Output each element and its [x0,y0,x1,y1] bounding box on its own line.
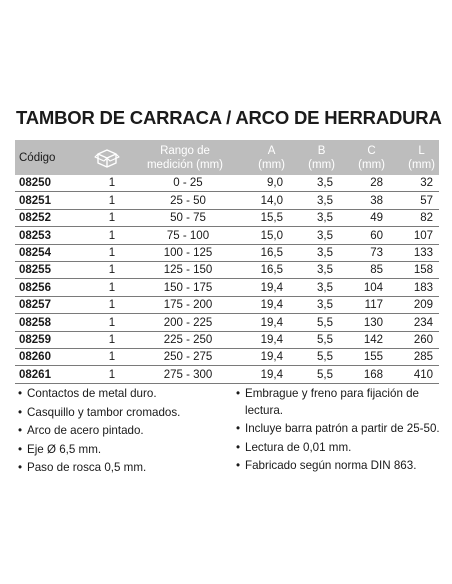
table-header-row [15,140,439,175]
col-header-c-line1: C [367,144,376,157]
cell-l: 260 [389,331,439,348]
cell-a: 19,4 [233,348,289,365]
cell-c: 104 [339,279,389,296]
cell-c: 73 [339,244,389,261]
col-header-b [289,140,339,175]
cell-l: 234 [389,314,439,331]
feature-item: • Paso de rosca 0,5 mm. [18,460,238,477]
cell-c: 155 [339,348,389,365]
cell-code: 08253 [15,227,77,244]
cell-c: 168 [339,366,389,383]
table-row [15,366,439,383]
cell-a: 9,0 [233,175,289,192]
feature-item: • Arco de acero pintado. [18,423,238,440]
feature-item: • Incluye barra patrón a partir de 25-50. [236,421,442,438]
cell-range: 275 - 300 [137,366,233,383]
cell-c: 142 [339,331,389,348]
cell-a: 19,4 [233,314,289,331]
cell-c: 38 [339,192,389,209]
cell-a: 15,0 [233,227,289,244]
table-row [15,192,439,209]
cell-code: 08256 [15,279,77,296]
cell-range: 200 - 225 [137,314,233,331]
cell-b: 3,5 [289,209,339,226]
cell-c: 130 [339,314,389,331]
col-header-range-line2: medición (mm) [146,158,224,171]
cell-l: 209 [389,296,439,313]
table-row [15,348,439,365]
cell-l: 133 [389,244,439,261]
col-header-b-line1: B [317,144,326,157]
col-header-c [339,140,389,175]
features-list-left [18,386,238,479]
table-body [15,175,439,383]
cell-b: 5,5 [289,366,339,383]
cell-c: 117 [339,296,389,313]
feature-item: • Embrague y freno para fijación de lectura. [236,386,442,419]
cell-qty: 1 [77,296,137,313]
table-row [15,314,439,331]
cell-range: 100 - 125 [137,244,233,261]
cell-qty: 1 [77,227,137,244]
col-header-l-line2: (mm) [408,158,435,171]
cell-a: 19,4 [233,296,289,313]
col-header-a [233,140,289,175]
cell-qty: 1 [77,314,137,331]
table-row [15,279,439,296]
cell-a: 19,4 [233,366,289,383]
cell-range: 150 - 175 [137,279,233,296]
cell-l: 285 [389,348,439,365]
cell-code: 08251 [15,192,77,209]
cell-b: 5,5 [289,314,339,331]
cell-b: 3,5 [289,279,339,296]
feature-item: • Fabricado según norma DIN 863. [236,458,442,475]
cell-c: 49 [339,209,389,226]
col-header-range-line1: Rango de [160,144,210,157]
cell-qty: 1 [77,244,137,261]
cell-b: 3,5 [289,261,339,278]
page-title: TAMBOR DE CARRACA / ARCO DE HERRADURA [16,107,442,128]
table-row [15,227,439,244]
cell-l: 158 [389,261,439,278]
col-header-l-line1: L [418,144,425,157]
cell-range: 250 - 275 [137,348,233,365]
cell-range: 25 - 50 [137,192,233,209]
feature-item: • Contactos de metal duro. [18,386,238,403]
cell-range: 225 - 250 [137,331,233,348]
feature-item: • Eje Ø 6,5 mm. [18,442,238,459]
cell-a: 19,4 [233,331,289,348]
cell-code: 08258 [15,314,77,331]
cell-l: 57 [389,192,439,209]
cell-qty: 1 [77,366,137,383]
table-row [15,331,439,348]
cell-l: 32 [389,175,439,192]
cell-b: 3,5 [289,192,339,209]
col-header-l [389,140,439,175]
cell-c: 85 [339,261,389,278]
table-row [15,261,439,278]
cell-code: 08261 [15,366,77,383]
table-row [15,296,439,313]
cell-a: 19,4 [233,279,289,296]
cell-qty: 1 [77,209,137,226]
col-header-a-line2: (mm) [258,158,285,171]
cell-qty: 1 [77,175,137,192]
cell-qty: 1 [77,192,137,209]
cell-code: 08257 [15,296,77,313]
cell-code: 08254 [15,244,77,261]
cell-a: 15,5 [233,209,289,226]
features-list-right [236,386,442,477]
cell-range: 175 - 200 [137,296,233,313]
cell-code: 08259 [15,331,77,348]
cell-qty: 1 [77,331,137,348]
cell-a: 16,5 [233,244,289,261]
cell-b: 3,5 [289,175,339,192]
cell-range: 0 - 25 [137,175,233,192]
col-header-pack [77,140,137,175]
col-header-c-line2: (mm) [358,158,385,171]
cell-a: 14,0 [233,192,289,209]
col-header-b-line2: (mm) [308,158,335,171]
cell-l: 82 [389,209,439,226]
cell-qty: 1 [77,261,137,278]
col-header-code: Código [15,140,77,175]
cell-b: 3,5 [289,296,339,313]
cell-code: 08252 [15,209,77,226]
feature-item: • Casquillo y tambor cromados. [18,405,238,422]
cell-b: 5,5 [289,348,339,365]
box-icon [94,147,120,169]
cell-b: 3,5 [289,227,339,244]
cell-range: 75 - 100 [137,227,233,244]
col-header-a-line1: A [267,144,276,157]
cell-code: 08255 [15,261,77,278]
table-row [15,175,439,192]
cell-range: 50 - 75 [137,209,233,226]
table-row [15,209,439,226]
feature-item: • Lectura de 0,01 mm. [236,440,442,457]
cell-qty: 1 [77,279,137,296]
cell-code: 08260 [15,348,77,365]
cell-l: 183 [389,279,439,296]
cell-a: 16,5 [233,261,289,278]
cell-code: 08250 [15,175,77,192]
spec-table [15,140,439,384]
cell-l: 107 [389,227,439,244]
cell-l: 410 [389,366,439,383]
col-header-range [137,140,233,175]
cell-c: 60 [339,227,389,244]
cell-b: 5,5 [289,331,339,348]
cell-range: 125 - 150 [137,261,233,278]
cell-c: 28 [339,175,389,192]
table-row [15,244,439,261]
cell-b: 3,5 [289,244,339,261]
cell-qty: 1 [77,348,137,365]
